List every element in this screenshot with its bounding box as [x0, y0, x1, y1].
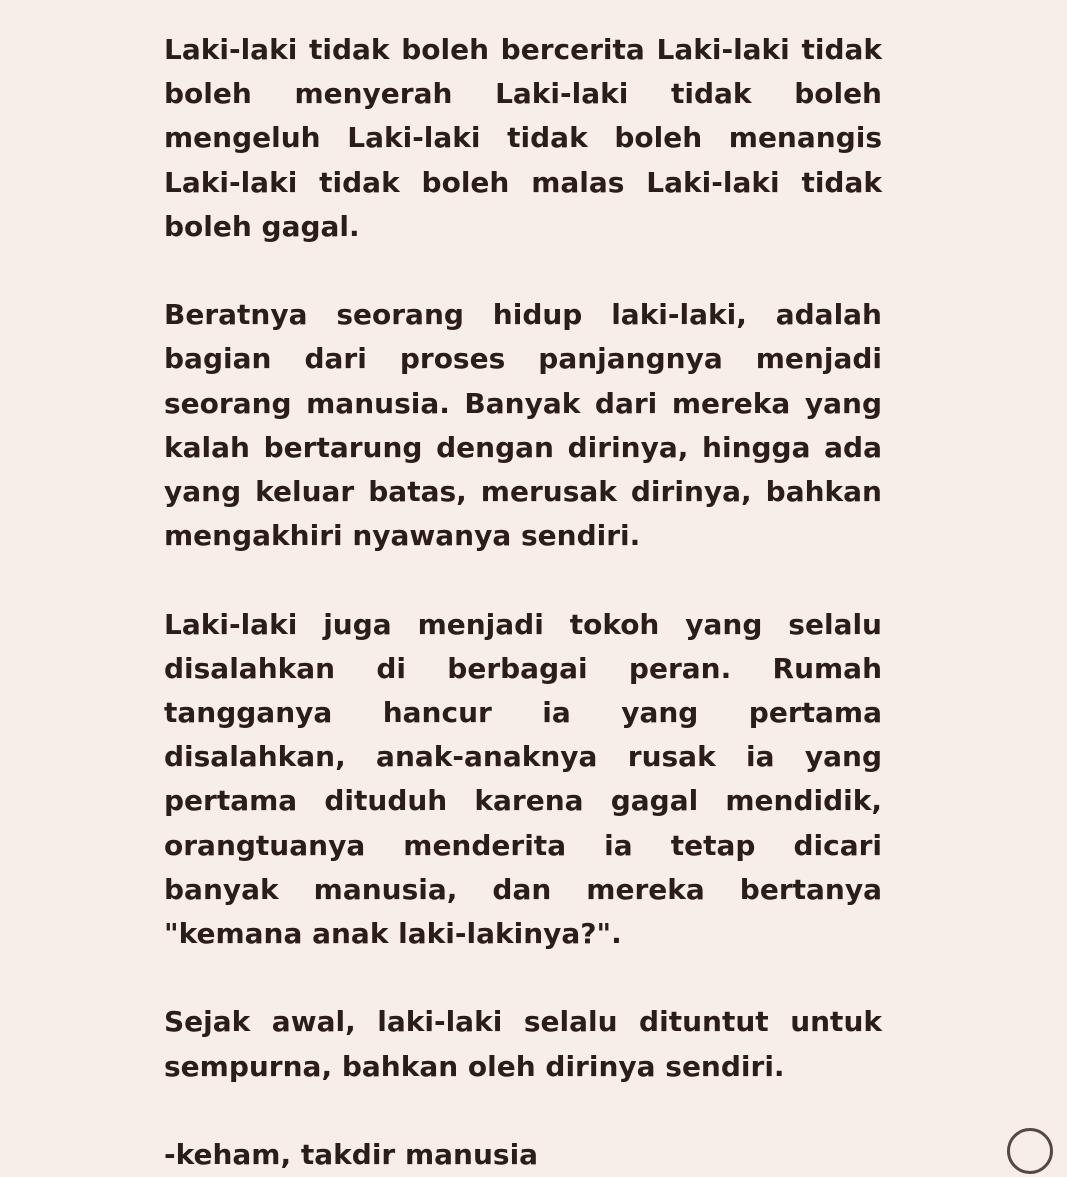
corner-circle-icon — [1007, 1128, 1053, 1174]
paragraph-1: Laki-laki tidak boleh bercerita Laki-laki tidak boleh menyerah Laki-laki tidak boleh mengeluh Laki-laki tidak boleh menangis Laki-laki tidak boleh malas Laki-laki tidak boleh gagal. — [164, 33, 882, 243]
paragraph-2: Beratnya seorang hidup laki-laki, adalah bagian dari proses panjangnya menjadi seorang manusia. Banyak dari mereka yang kalah bertarung dengan dirinya, hingga ada yang keluar batas, merusak dirinya, bahkan mengakhiri nyawanya sendiri. — [164, 298, 882, 553]
quote-text-block — [164, 28, 882, 1177]
paragraph-4: Sejak awal, laki-laki selalu dituntut untuk sempurna, bahkan oleh dirinya sendiri. — [164, 1005, 882, 1083]
author-signature: -keham, takdir manusia — [164, 1138, 539, 1172]
paragraph-3: Laki-laki juga menjadi tokoh yang selalu disalahkan di berbagai peran. Rumah tangganya hancur ia yang pertama disalahkan, anak-anaknya rusak ia yang pertama dituduh karena gagal mendidik, orangtuanya menderita ia tetap dicari banyak manusia, dan mereka bertanya "kemana anak laki-lakinya?". — [164, 607, 882, 951]
